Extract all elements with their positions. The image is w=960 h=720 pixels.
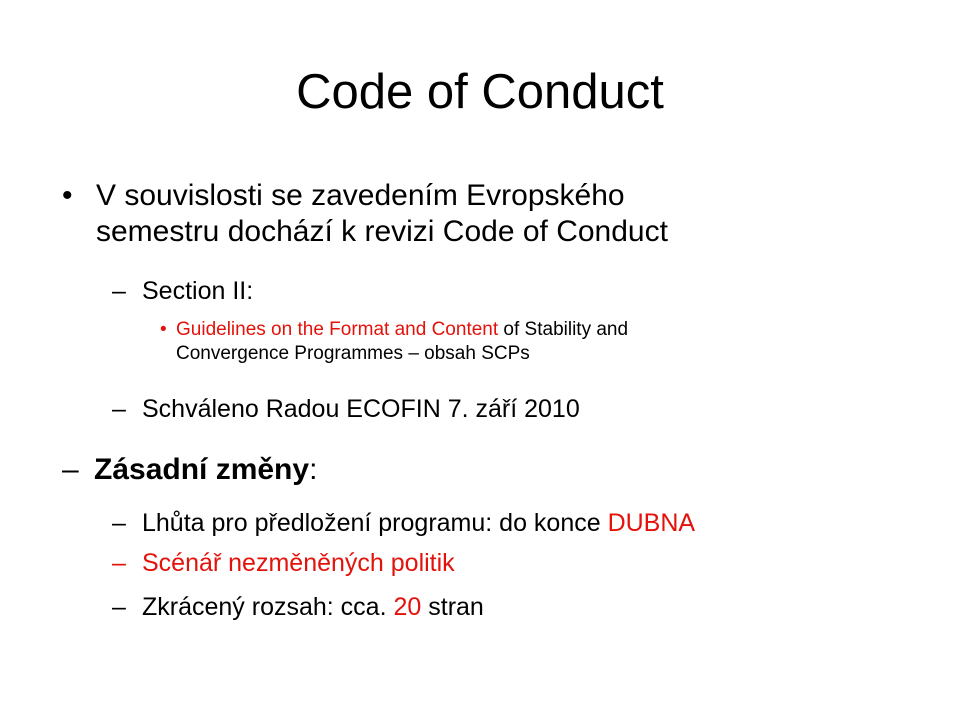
dash-mark: – xyxy=(112,549,126,577)
changes-heading-bold: Zásadní změny xyxy=(94,453,310,486)
changes-heading-suffix: : xyxy=(309,453,318,486)
dash-mark: – xyxy=(112,593,126,621)
slide-title: Code of Conduct xyxy=(296,65,664,119)
length-text xyxy=(142,592,484,622)
section-label: Section II: xyxy=(142,277,254,305)
dash-mark: – xyxy=(112,509,126,537)
length-number: 20 xyxy=(393,593,422,621)
sub-bullet-mark: • xyxy=(160,319,167,340)
sub-bullet-text xyxy=(176,318,776,366)
bullet-mark: • xyxy=(62,179,73,212)
deadline-month: DUBNA xyxy=(607,509,696,537)
bullet-text-line2: semestru dochází k revizi Code of Conduct xyxy=(96,215,668,248)
bullet-text xyxy=(96,178,816,250)
dash-mark: – xyxy=(112,277,126,305)
length-suffix: stran xyxy=(421,593,484,621)
dash-mark: – xyxy=(112,395,126,423)
guidelines-rest-text: of Stability and xyxy=(498,319,629,340)
changes-heading xyxy=(94,452,317,488)
guidelines-line2: Convergence Programmes – obsah SCPs xyxy=(176,343,530,364)
deadline-prefix: Lhůta pro předložení programu: do konce xyxy=(142,509,608,537)
dash-mark: – xyxy=(62,453,79,486)
guidelines-red-text: Guidelines on the Format and Content xyxy=(176,319,499,340)
approved-text: Schváleno Radou ECOFIN 7. září 2010 xyxy=(142,395,580,423)
length-prefix: Zkrácený rozsah: cca. xyxy=(142,593,394,621)
bullet-text-line1: V souvislosti se zavedením Evropského xyxy=(96,179,625,212)
scenario-text: Scénář nezměněných politik xyxy=(142,549,455,577)
deadline-text xyxy=(142,508,695,538)
